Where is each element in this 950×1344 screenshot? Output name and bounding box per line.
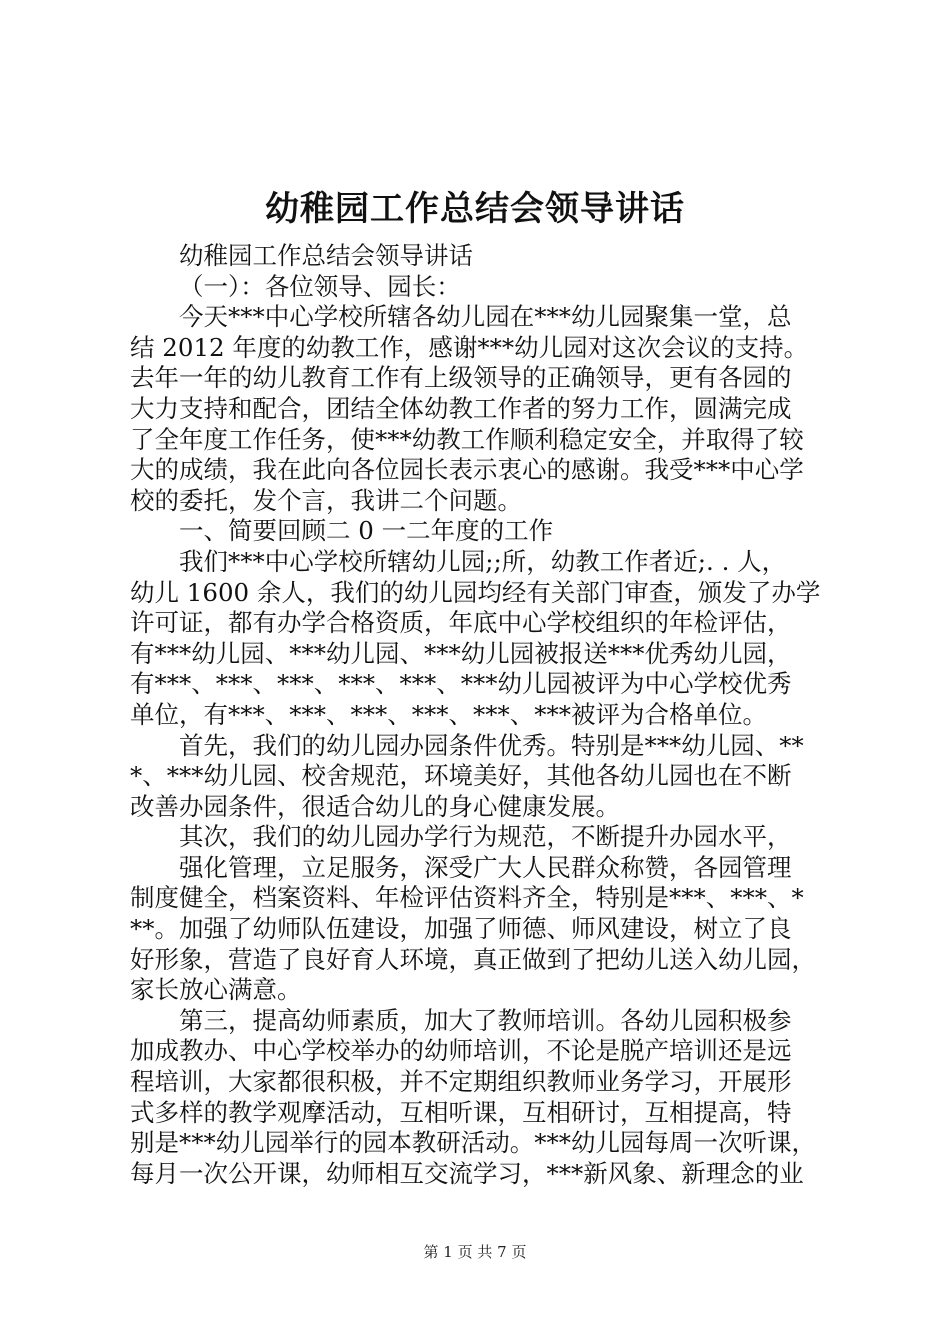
body-line: 第三，提高幼师素质，加大了教师培训。各幼儿园积极参	[179, 1005, 792, 1035]
body-line: **。加强了幼师队伍建设，加强了师德、师风建设，树立了良	[130, 914, 792, 944]
body-line: 今天***中心学校所辖各幼儿园在***幼儿园聚集一堂，总	[179, 302, 792, 332]
body-line: 制度健全，档案资料、年检评估资料齐全，特别是***、***、*	[130, 883, 804, 913]
document-title: 幼稚园工作总结会领导讲话	[265, 189, 685, 229]
body-line: 大的成绩，我在此向各位园长表示衷心的感谢。我受***中心学	[130, 455, 804, 485]
body-line: 结 2012 年度的幼教工作，感谢***幼儿园对这次会议的支持。	[130, 332, 809, 362]
body-line: 幼儿 1600 余人，我们的幼儿园均经有关部门审查，颁发了办学	[130, 577, 821, 607]
body-line: 式多样的教学观摩活动，互相听课，互相研讨，互相提高，特	[130, 1097, 792, 1127]
body-line: （一）：各位领导、园长：	[179, 271, 461, 301]
body-line: 强化管理，立足服务，深受广大人民群众称赞，各园管理	[179, 852, 792, 882]
body-line: 有***幼儿园、***幼儿园、***幼儿园被报送***优秀幼儿园，	[130, 638, 792, 668]
body-line: 大力支持和配合，团结全体幼教工作者的努力工作，圆满完成	[130, 393, 792, 423]
body-line: 家长放心满意。	[130, 975, 302, 1005]
body-line: *、***幼儿园、校舍规范，环境美好，其他各幼儿园也在不断	[130, 761, 792, 791]
body-line: 其次，我们的幼儿园办学行为规范，不断提升办园水平，	[179, 822, 792, 852]
body-line: 去年一年的幼儿教育工作有上级领导的正确领导，更有各园的	[130, 363, 792, 393]
body-line: 了全年度工作任务，使***幼教工作顺利稳定安全，并取得了较	[130, 424, 804, 454]
body-line: 好形象，营造了良好育人环境，真正做到了把幼儿送入幼儿园，	[130, 944, 816, 974]
document-body	[130, 241, 830, 1189]
body-line: 改善办园条件，很适合幼儿的身心健康发展。	[130, 791, 620, 821]
body-line: 幼稚园工作总结会领导讲话	[179, 241, 473, 270]
body-line: 有***、***、***、***、***、***幼儿园被评为中心学校优秀	[130, 669, 792, 699]
body-line: 一、简要回顾二 0 一二年度的工作	[179, 516, 554, 546]
body-line: 别是***幼儿园举行的园本教研活动。***幼儿园每周一次听课，	[130, 1128, 816, 1158]
body-line: 加成教办、中心学校举办的幼师培训，不论是脱产培训还是远	[130, 1036, 792, 1066]
body-line: 我们***中心学校所辖幼儿园;;所，幼教工作者近;. . 人，	[179, 546, 787, 576]
body-line: 每月一次公开课，幼师相互交流学习，***新风象、新理念的业	[130, 1158, 804, 1188]
body-line: 首先，我们的幼儿园办园条件优秀。特别是***幼儿园、**	[179, 730, 804, 760]
body-line: 校的委托，发个言，我讲二个问题。	[130, 485, 522, 515]
body-line: 许可证，都有办学合格资质，年底中心学校组织的年检评估，	[130, 608, 792, 638]
body-line: 单位，有***、***、***、***、***、***被评为合格单位。	[130, 699, 767, 729]
page-footer: 第 1 页 共 7 页	[423, 1243, 527, 1261]
body-line: 程培训，大家都很积极，并不定期组织教师业务学习，开展形	[130, 1067, 792, 1097]
